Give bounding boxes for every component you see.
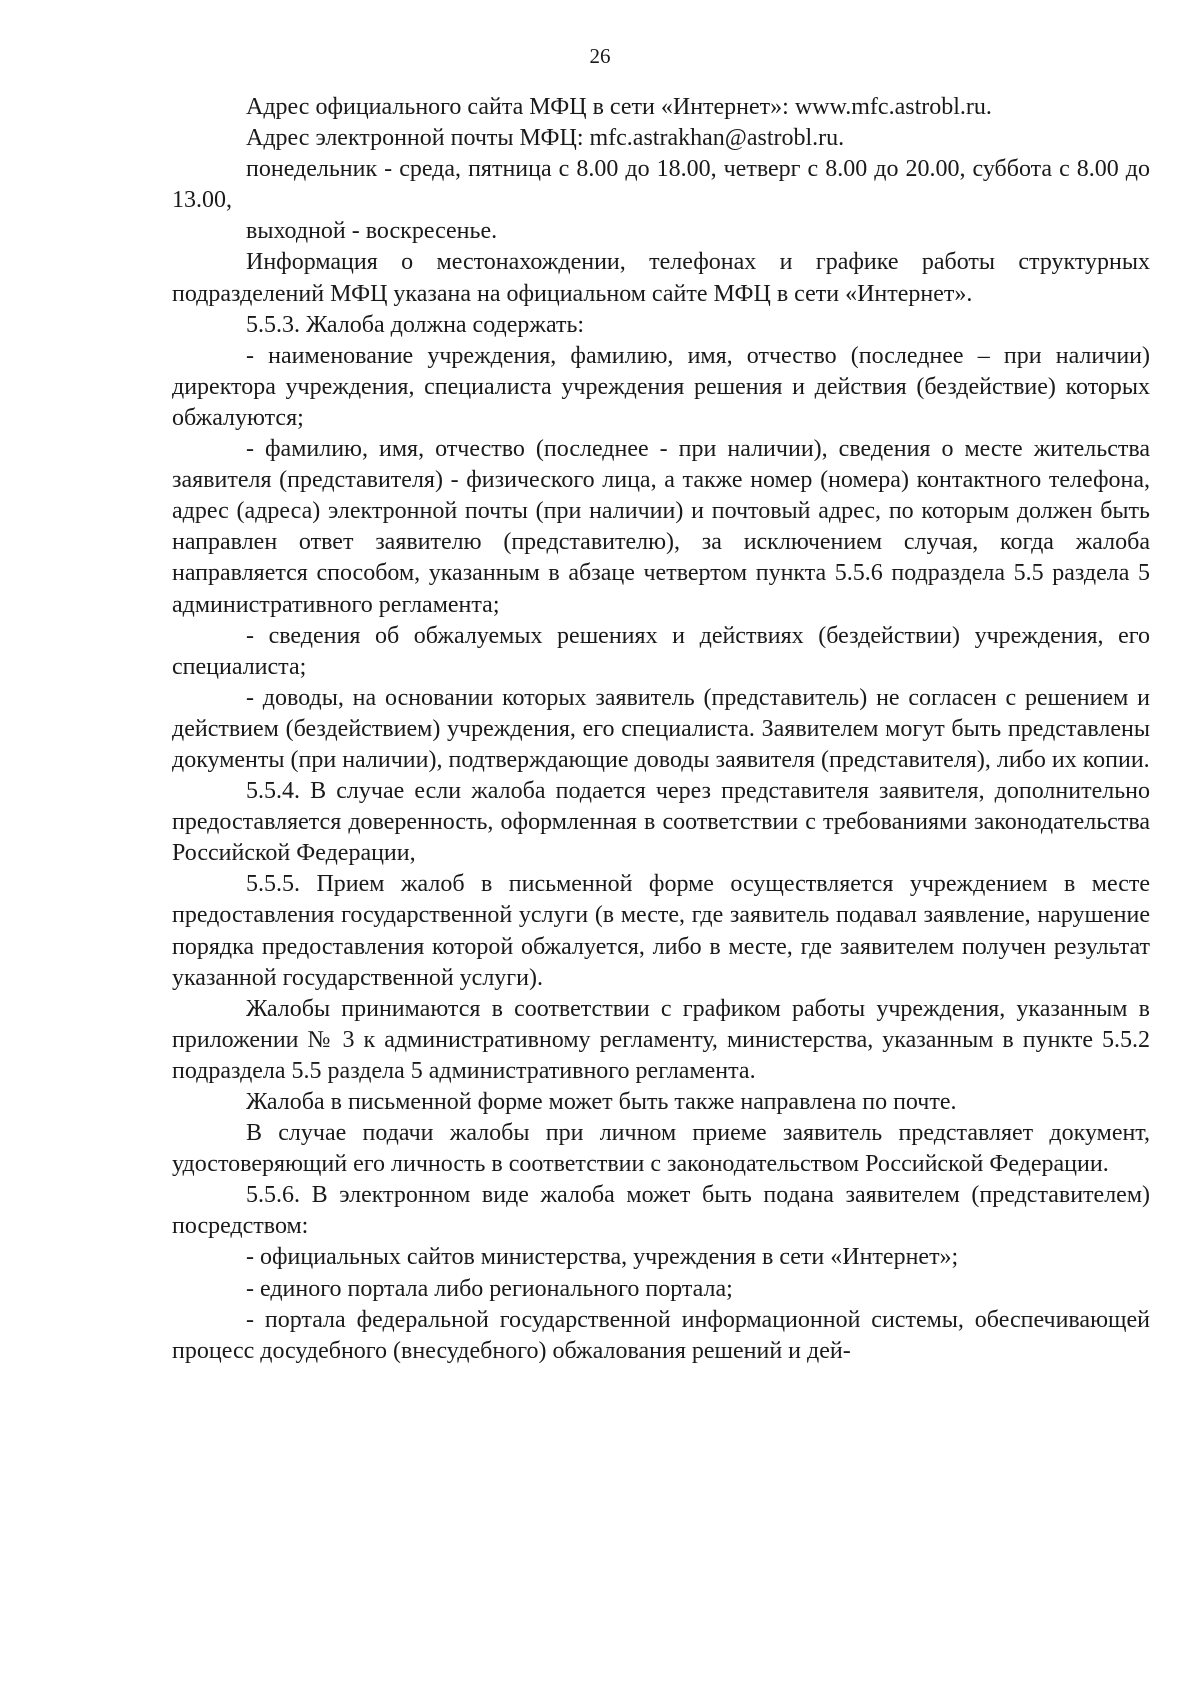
paragraph-complaint-item-decisions: - сведения об обжалуемых решениях и действиях (бездействии) учреждения, его специалиста; (172, 622, 1150, 680)
paragraph-channel-websites: - официальных сайтов министерства, учреждения в сети «Интернет»; (246, 1244, 959, 1271)
paragraph-5-5-3: 5.5.3. Жалоба должна содержать: (246, 311, 585, 338)
paragraph-schedule: Жалобы принимаются в соответствии с графиком работы учреждения, указанным в приложении № 3 к административному регламенту, министерства, указанным в пункте 5.5.2 подраздела 5.5 раздела 5 административного регламента. (172, 995, 1150, 1084)
paragraph-complaint-item-arguments: - доводы, на основании которых заявитель (представитель) не согласен с решением и действием (бездействием) учреждения, его специалиста. Заявителем могут быть представлены документы (при наличии), подтверждающие доводы заявителя (представителя), либо их копии. (172, 684, 1150, 773)
paragraph-mfc-info: Информация о местонахождении, телефонах и графике работы структурных подразделений МФЦ указана на официальном сайте МФЦ в сети «Интернет». (172, 249, 1150, 307)
page-number: 26 (589, 44, 611, 68)
paragraph-channel-portal: - единого портала либо регионального портала; (246, 1275, 733, 1302)
paragraph-day-off: выходной - воскресенье. (246, 218, 498, 245)
paragraph-channel-federal-system: - портала федеральной государственной информационной системы, обеспечивающей процесс досудебного (внесудебного) обжалования решений и дей- (172, 1306, 1150, 1364)
paragraph-5-5-5: 5.5.5. Прием жалоб в письменной форме осуществляется учреждением в месте предоставления государственной услуги (в месте, где заявитель подавал заявление, нарушение порядка предоставления которой обжалуется, либо в месте, где заявителем получен результат указанной государственной услуги). (172, 871, 1150, 991)
paragraph-5-5-4: 5.5.4. В случае если жалоба подается через представителя заявителя, дополнительно предоставляется доверенность, оформленная в соответствии с требованиями законодательства Российской Федерации, (172, 778, 1150, 867)
paragraph-personal-reception: В случае подачи жалобы при личном приеме заявитель представляет документ, удостоверяющий его личность в соответствии с законодательством Российской Федерации. (172, 1120, 1150, 1178)
paragraph-complaint-item-institution: - наименование учреждения, фамилию, имя, отчество (последнее – при наличии) директора учреждения, специалиста учреждения решения и действия (бездействие) которых обжалуются; (172, 342, 1150, 431)
paragraph-mfc-email: Адрес электронной почты МФЦ: mfc.astrakhan@astrobl.ru. (246, 125, 845, 152)
document-body (172, 92, 1150, 1367)
paragraph-by-mail: Жалоба в письменной форме может быть также направлена по почте. (246, 1089, 957, 1115)
paragraph-mfc-website: Адрес официального сайта МФЦ в сети «Интернет»: www.mfc.astrobl.ru. (246, 94, 992, 120)
paragraph-complaint-item-applicant: - фамилию, имя, отчество (последнее - при наличии), сведения о месте жительства заявителя (представителя) - физического лица, а также номер (номера) контактного телефона, адрес (адреса) электронной почты (при наличии) и почтовый адрес, по которым должен быть направлен ответ заявителю (представителю), за исключением случая, когда жалоба направляется способом, указанным в абзаце четвертом пункта 5.5.6 подраздела 5.5 раздела 5 административного регламента; (172, 436, 1150, 618)
paragraph-working-hours: понедельник - среда, пятница с 8.00 до 18.00, четверг с 8.00 до 20.00, суббота с 8.00 до 13.00, (172, 156, 1150, 214)
paragraph-5-5-6: 5.5.6. В электронном виде жалоба может быть подана заявителем (представителем) посредством: (172, 1182, 1150, 1240)
